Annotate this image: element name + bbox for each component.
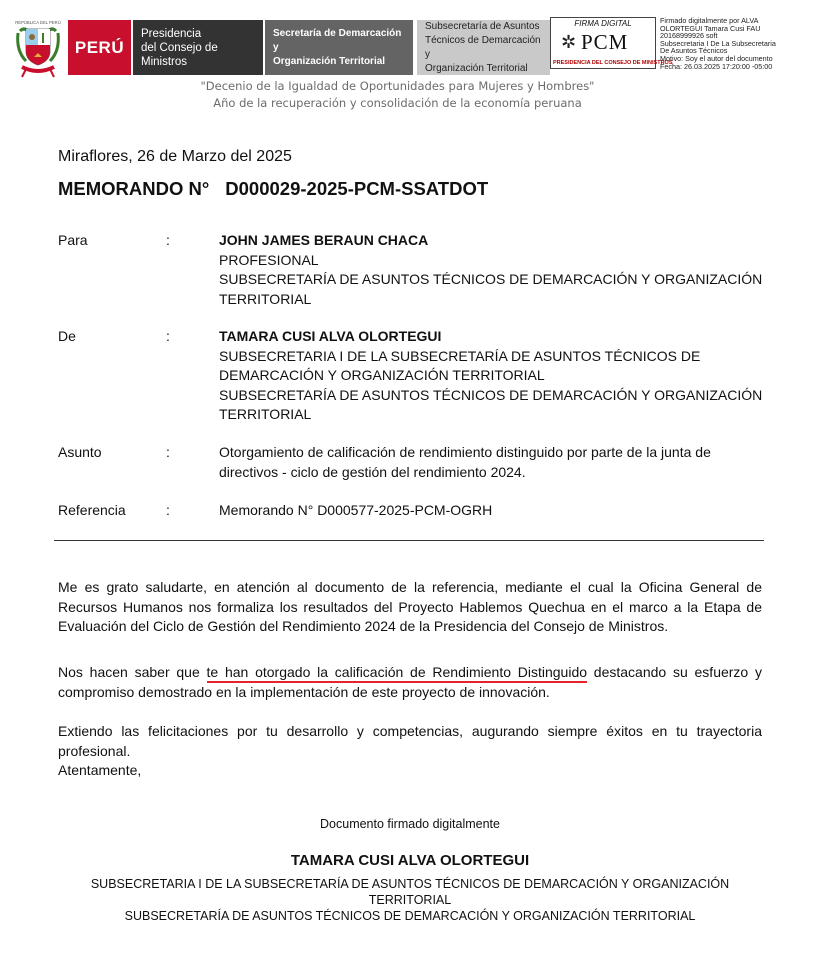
field-colon: :: [166, 328, 170, 344]
signature-detail-line: Fecha: 26.03.2025 17:20:00 -05:00: [660, 61, 773, 71]
signer-role-line: SUBSECRETARÍA DE ASUNTOS TÉCNICOS DE DEMARCACIÓN Y ORGANIZACIÓN TERRITORIAL: [124, 909, 696, 923]
subject-line: directivos - ciclo de gestión del rendimiento 2024.: [219, 463, 526, 480]
sender-name: TAMARA CUSI ALVA OLORTEGUI: [219, 328, 442, 344]
recipient-line: SUBSECRETARÍA DE ASUNTOS TÉCNICOS DE DEMARCACIÓN Y ORGANIZACIÓN: [219, 271, 763, 287]
signer-role-line: SUBSECRETARIA I DE LA SUBSECRETARÍA DE ASUNTOS TÉCNICOS DE DEMARCACIÓN Y ORGANIZACIÓN: [90, 877, 730, 891]
memo-title: [58, 178, 488, 200]
field-label: Referencia: [58, 502, 126, 518]
signature-detail-line: Motivo: Soy el autor del documento: [660, 53, 773, 63]
pcm-star-icon: ✲: [561, 32, 577, 52]
svg-text:REPÚBLICA DEL PERÚ: REPÚBLICA DEL PERÚ: [15, 20, 61, 25]
field-label: De: [58, 328, 76, 344]
signature-detail-line: Subsecretaria I De La Subsecretaria: [660, 38, 776, 48]
sender-line: TERRITORIAL: [219, 406, 312, 422]
field-value: [219, 327, 769, 425]
signer-role: [70, 876, 750, 924]
paragraph-text: Nos hacen saber que: [58, 664, 207, 680]
pcm-logo: PCM: [581, 30, 629, 54]
paragraph-text: destacando su esfuerzo y compromiso demostrado en la implementación de este proyecto de innovación.: [58, 664, 762, 700]
signer-role-line: TERRITORIAL: [368, 893, 452, 907]
highlighted-phrase: te han otorgado la calificación de Rendimiento Distinguido: [207, 664, 588, 683]
digital-signature-note: Documento firmado digitalmente: [320, 817, 500, 831]
signature-detail-line: OLORTEGUI Tamara Cusi FAU: [660, 23, 761, 33]
field-colon: :: [166, 444, 170, 460]
field-value: [219, 231, 769, 309]
signature-details: [660, 17, 795, 70]
header-box-secretaria: Secretaría de Demarcación y Organización Territorial: [265, 20, 413, 75]
signature-detail-line: Firmado digitalmente por ALVA: [660, 16, 759, 25]
sender-line: SUBSECRETARÍA DE ASUNTOS TÉCNICOS DE DEMARCACIÓN Y ORGANIZACIÓN: [219, 386, 763, 403]
recipient-line: PROFESIONAL: [219, 251, 319, 268]
header-box-presidencia: Presidencia del Consejo de Ministros: [133, 20, 263, 75]
header-divider: [54, 540, 764, 541]
sender-line: DEMARCACIÓN Y ORGANIZACIÓN TERRITORIAL: [219, 367, 545, 383]
signer-name: TAMARA CUSI ALVA OLORTEGUI: [290, 852, 530, 869]
signature-detail-line: 20168999926 soft: [660, 31, 718, 41]
coat-of-arms-icon: [12, 17, 64, 79]
field-colon: :: [166, 232, 170, 248]
decenio-line: "Decenio de la Igualdad de Oportunidades para Mujeres y Hombres": [200, 79, 595, 93]
digital-signature-stamp: [550, 17, 673, 69]
closing: Atentamente,: [58, 762, 142, 778]
reference-value: Memorando N° D000577-2025-PCM-OGRH: [219, 502, 493, 518]
field-value: [219, 501, 769, 521]
header-box-subsecretaria: Subsecretaría de Asuntos Técnicos de Demarcación y Organización Territorial: [417, 20, 550, 75]
recipient-line: TERRITORIAL: [219, 290, 312, 307]
field-label: Asunto: [58, 444, 102, 460]
sender-line: SUBSECRETARIA I DE LA SUBSECRETARÍA DE ASUNTOS TÉCNICOS DE: [219, 347, 701, 364]
memo-date: Miraflores, 26 de Marzo del 2025: [58, 148, 292, 165]
peru-logo: PERÚ: [68, 20, 131, 75]
body-paragraph-3: Extiendo las felicitaciones por tu desarrollo y competencias, augurando siempre éxitos en tu trayectoria profesional.: [58, 723, 762, 759]
field-label: Para: [58, 232, 88, 248]
field-value: [219, 443, 769, 482]
year-line: Año de la recuperación y consolidación de la economía peruana: [213, 96, 582, 110]
signature-stamp-footer: PRESIDENCIA DEL CONSEJO DE MINISTROS: [553, 60, 673, 66]
memo-number: D000029-2025-PCM-SSATDOT: [225, 178, 489, 199]
letterhead: [12, 17, 795, 79]
memo-title-prefix: MEMORANDO N°: [58, 178, 210, 199]
signature-stamp-title: FIRMA DIGITAL: [574, 19, 632, 28]
signature-detail-line: De Asuntos Técnicos: [660, 46, 728, 56]
subject-line: Otorgamiento de calificación de rendimiento distinguido por parte de la junta de: [219, 444, 711, 460]
field-colon: :: [166, 502, 170, 518]
recipient-name: JOHN JAMES BERAUN CHACA: [219, 232, 429, 248]
decenio-banner: [0, 78, 795, 112]
body-paragraph-1: Me es grato saludarte, en atención al documento de la referencia, mediante el cual la Oficina General de Recursos Humanos nos formaliza los resultados del Proyecto Hablemos Quechua en el marco a la Etapa de Evaluación del Ciclo de Gestión del Rendimiento 2024 de la Presidencia del Consejo de Ministros.: [58, 579, 762, 634]
body-paragraph-2: [58, 663, 762, 702]
